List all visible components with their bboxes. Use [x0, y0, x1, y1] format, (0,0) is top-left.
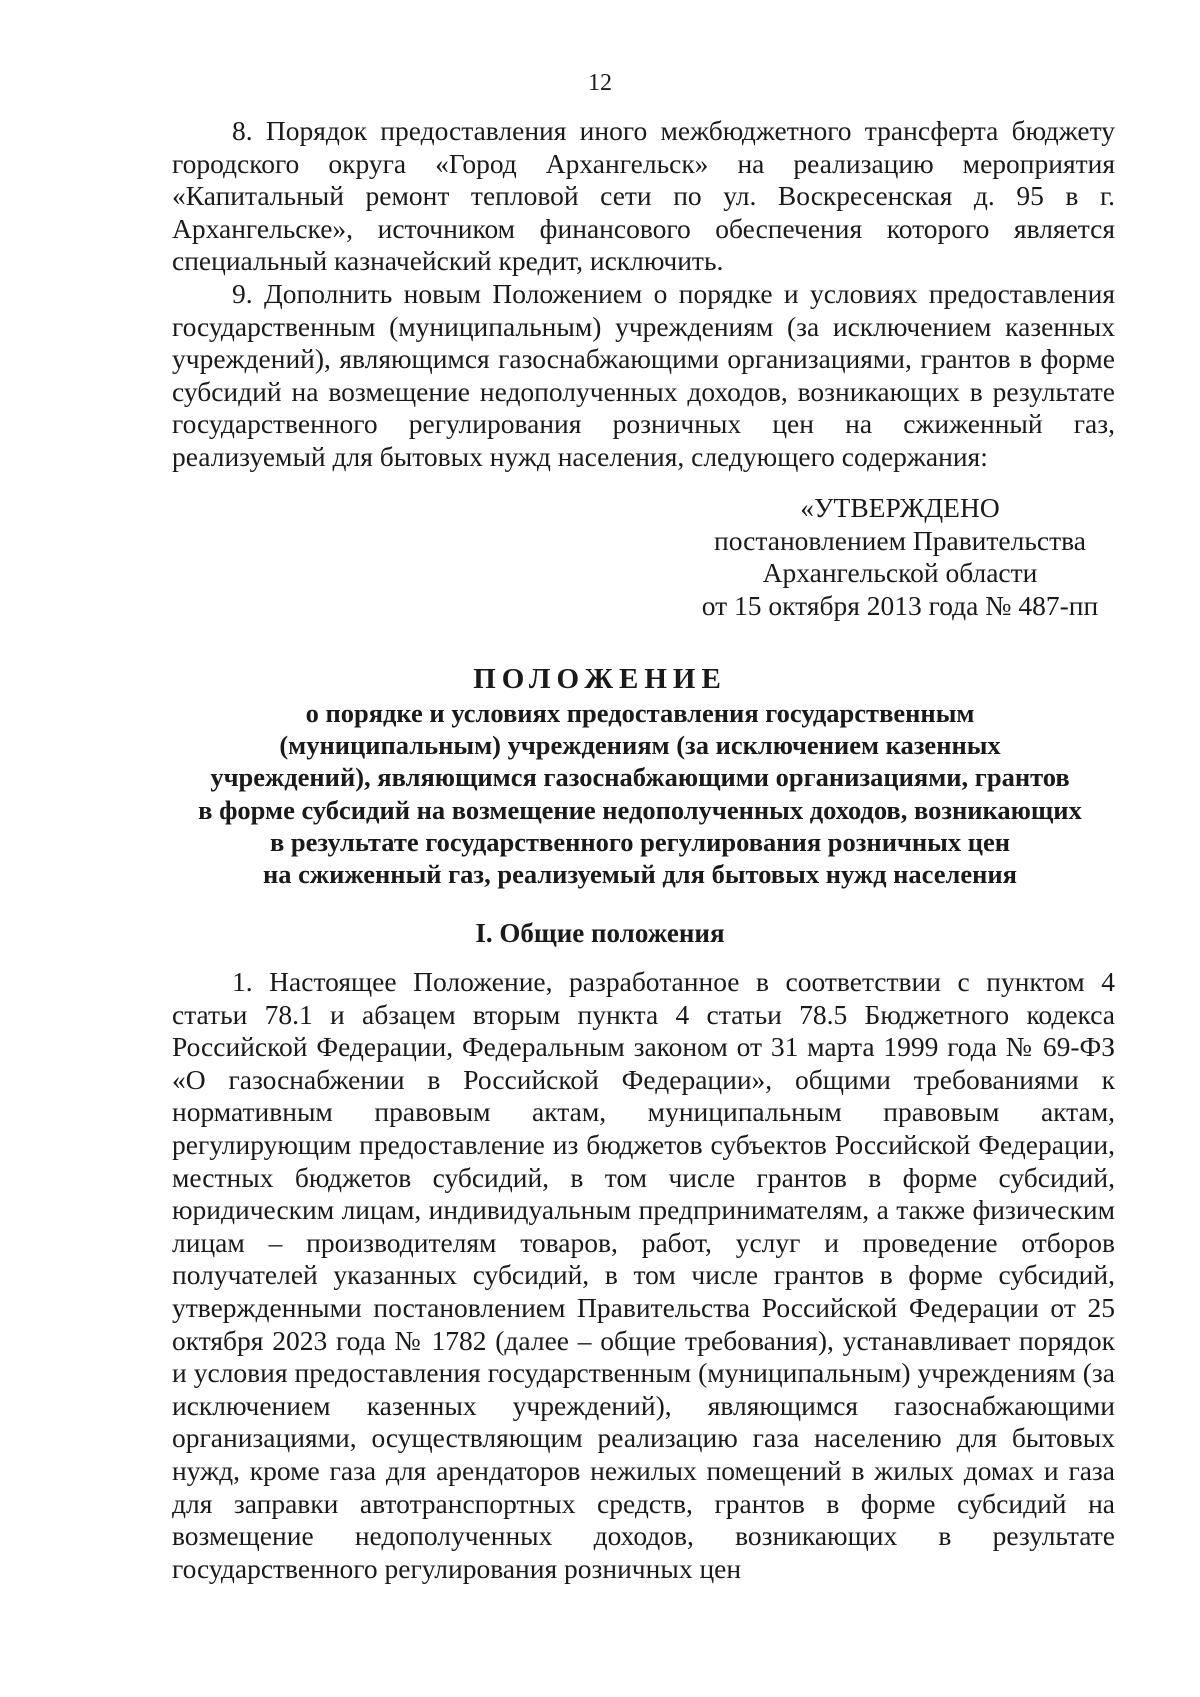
- subtitle-line: в форме субсидий на возмещение недополученных доходов, возникающих: [198, 794, 1082, 825]
- approval-line: постановлением Правительства: [714, 524, 1086, 556]
- subtitle-line: в результате государственного регулирования розничных цен: [269, 826, 1011, 857]
- paragraph-1: 1. Настоящее Положение, разработанное в соответствии с пунктом 4 статьи 78.1 и абзацем вторым пункта 4 статьи 78.5 Бюджетного кодекса Российской Федерации, Федеральным законом от 31 марта 1999 года № 69-ФЗ «О газоснабжении в Российской Федерации», общими требованиями к нормативным правовым актам, муниципальным правовым актам, регулирующим предоставление из бюджетов субъектов Российской Федерации, местных бюджетов субсидий, в том числе грантов в форме субсидий, юридическим лицам, индивидуальным предпринимателям, а также физическим лицам – производителям товаров, работ, услуг и проведение отборов получателей указанных субсидий, в том числе грантов в форме субсидий, утвержденными постановлением Правительства Российской Федерации от 25 октября 2023 года № 1782 (далее – общие требования), устанавливает порядок и условия предоставления государственным (муниципальным) учреждениям (за исключением казенных учреждений), являющимся газоснабжающими организациями, осуществляющим реализацию газа населению для бытовых нужд, кроме газа для арендаторов нежилых помещений в жилых домах и газа для заправки автотранспортных средств, грантов в форме субсидий на возмещение недополученных доходов, возникающих в результате государственного регулирования розничных цен: [172, 966, 1115, 1584]
- document-subtitle: [160, 697, 1120, 890]
- subtitle-line: о порядке и условиях предоставления государственным: [305, 698, 975, 728]
- section-heading: I. Общие положения: [475, 918, 725, 948]
- approval-stamp: [690, 492, 1110, 622]
- subtitle-line: (муниципальным) учреждениям (за исключением казенных: [279, 730, 1001, 761]
- subtitle-line: учреждений), являющимся газоснабжающими организациями, грантов: [210, 762, 1070, 793]
- subtitle-line: на сжиженный газ, реализуемый для бытовых нужд населения: [263, 859, 1017, 890]
- approval-line: «УТВЕРЖДЕНО: [800, 492, 1000, 523]
- intro-text-block: [172, 115, 1115, 474]
- section-text-block: [172, 966, 1115, 1585]
- approval-line: Архангельской области: [762, 557, 1038, 589]
- page-number: 12: [588, 70, 612, 96]
- paragraph-8: 8. Порядок предоставления иного межбюджетного трансферта бюджету городского округа «Город Архангельск» на реализацию мероприятия «Капитальный ремонт тепловой сети по ул. Воскресенская д. 95 в г. Архангельске», источником финансового обеспечения которого является специальный казначейский кредит, исключить.: [172, 115, 1115, 277]
- approval-line: от 15 октября 2013 года № 487-пп: [701, 589, 1099, 621]
- document-title: ПОЛОЖЕНИЕ: [473, 663, 727, 695]
- paragraph-9: 9. Дополнить новым Положением о порядке и условиях предоставления государственным (муниципальным) учреждениям (за исключением казенных учреждений), являющимся газоснабжающими организациями, грантов в форме субсидий на возмещение недополученных доходов, возникающих в результате государственного регулирования розничных цен на сжиженный газ, реализуемый для бытовых нужд населения, следующего содержания:: [172, 277, 1115, 472]
